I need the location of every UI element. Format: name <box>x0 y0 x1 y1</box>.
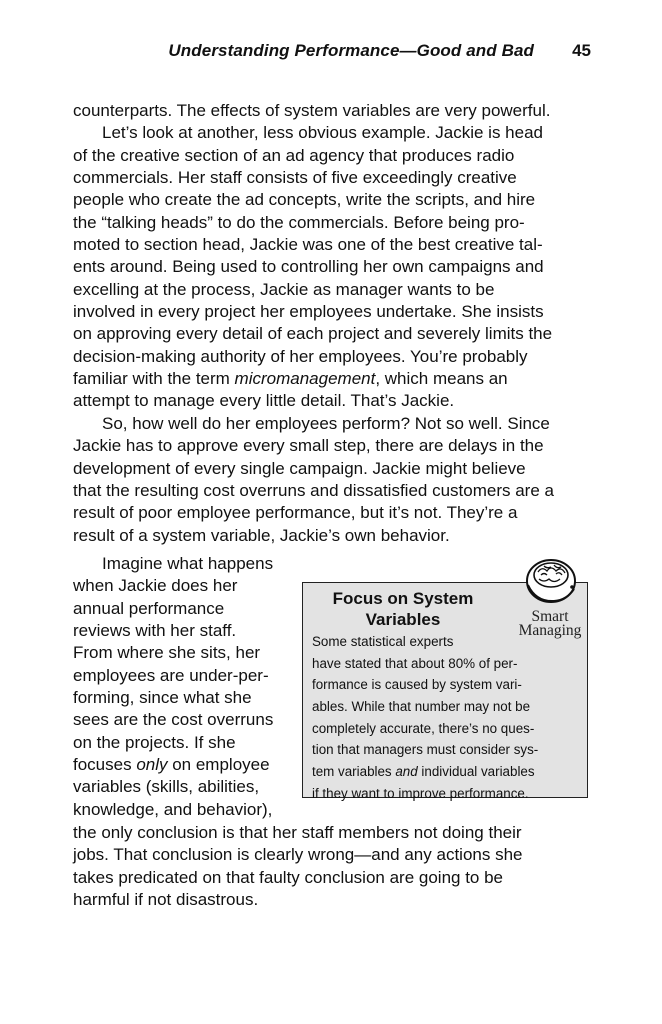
text-line: takes predicated on that faulty conclusion are going to be <box>73 867 504 887</box>
text-line: people who create the ad concepts, write the scripts, and hire <box>73 190 536 210</box>
text-line: development of every single campaign. Jackie might believe <box>73 458 526 478</box>
text-line: involved in every project her employees undertake. She insists <box>73 302 544 322</box>
text-segment: familiar with the term <box>73 369 235 389</box>
text-line: attempt to manage every little detail. That’s Jackie. <box>73 391 455 411</box>
text-line <box>73 754 303 776</box>
smart-managing-logo-line1: Smart <box>531 608 569 625</box>
emphasized-text: only <box>136 755 168 775</box>
text-line: Jackie has to approve every small step, there are delays in the <box>73 436 544 456</box>
emphasized-text: and <box>395 764 418 780</box>
text-line: commercials. Her staff consists of five exceedingly creative <box>73 168 517 188</box>
text-line: decision-making authority of her employees. You’re probably <box>73 346 528 366</box>
text-line: that the resulting cost overruns and dissatisfied customers are a <box>73 480 554 500</box>
text-line: formance is caused by system vari- <box>312 677 522 693</box>
text-line: variables (skills, abilities, <box>73 777 260 797</box>
page-number: 45 <box>572 41 591 60</box>
text-line: ables. While that number may not be <box>312 699 531 715</box>
text-line: harmful if not disastrous. <box>73 890 259 910</box>
text-segment: individual variables <box>417 764 535 780</box>
text-segment: on employee <box>167 755 270 775</box>
text-line: on the projects. If she <box>73 732 236 752</box>
text-line: result of a system variable, Jackie’s own behavior. <box>73 525 450 545</box>
running-header <box>0 41 662 65</box>
text-line: annual performance <box>73 598 225 618</box>
text-line: sees are the cost overruns <box>73 710 274 730</box>
text-line: So, how well do her employees perform? Not so well. Since <box>102 413 550 433</box>
smart-managing-logo-line2: Managing <box>518 622 582 639</box>
text-line: if they want to improve performance. <box>312 785 529 801</box>
text-segment: , which means an <box>375 369 508 389</box>
text-line: when Jackie does her <box>73 576 238 596</box>
text-line: ents around. Being used to controlling her own campaigns and <box>73 257 544 277</box>
text-line: Imagine what happens <box>102 554 274 573</box>
text-line: reviews with her staff. <box>73 621 237 641</box>
text-line: Some statistical experts <box>312 634 454 649</box>
text-segment: focuses <box>73 755 137 775</box>
text-line: of the creative section of an ad agency that produces radio <box>73 145 515 165</box>
text-line: the “talking heads” to do the commercials. Before being pro- <box>73 212 525 232</box>
text-line <box>312 761 538 783</box>
text-line: on approving every detail of each project and severely limits the <box>73 324 553 344</box>
text-line: knowledge, and behavior), <box>73 799 273 819</box>
text-segment: tem variables <box>312 764 396 780</box>
body-text-wrapped <box>73 553 303 821</box>
emphasized-text: micromanagement <box>234 369 376 389</box>
text-line: result of poor employee performance, but it’s not. They’re a <box>73 503 518 523</box>
text-line: moted to section head, Jackie was one of the best creative tal- <box>73 235 543 255</box>
sidebar-title-line2: Variables <box>365 610 441 629</box>
sidebar-title-line1: Focus on System <box>332 589 474 608</box>
chapter-title: Understanding Performance—Good and Bad <box>168 41 534 60</box>
text-line: jobs. That conclusion is clearly wrong—and any actions she <box>73 845 523 865</box>
sidebar-body <box>312 631 538 805</box>
text-line: counterparts. The effects of system variables are very powerful. <box>73 101 551 120</box>
text-line <box>73 368 593 390</box>
text-line: tion that managers must consider sys- <box>312 742 539 758</box>
body-text-bottom <box>73 822 593 911</box>
text-line: completely accurate, there’s no ques- <box>312 720 535 736</box>
text-line: the only conclusion is that her staff members not doing their <box>73 823 522 842</box>
text-line: Let’s look at another, less obvious example. Jackie is head <box>102 123 544 143</box>
body-text-top <box>73 100 593 547</box>
text-line: excelling at the process, Jackie as manager wants to be <box>73 279 495 299</box>
text-line: From where she sits, her <box>73 643 261 663</box>
text-line: have stated that about 80% of per- <box>312 655 518 671</box>
text-line: employees are under-per- <box>73 665 269 685</box>
text-line: forming, since what she <box>73 688 252 708</box>
